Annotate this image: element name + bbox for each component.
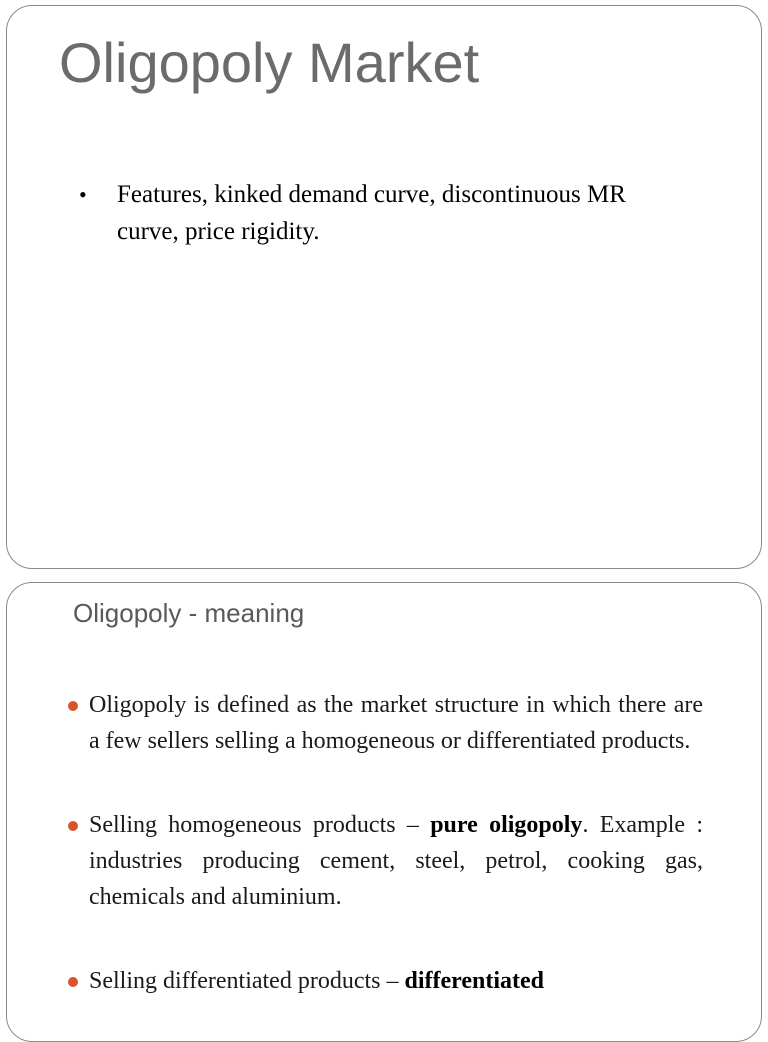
bullet-emphasis: pure oligopoly (430, 812, 583, 838)
bullet-text-lead: Selling differentiated products – (89, 968, 405, 994)
slide-2 (6, 582, 762, 1042)
slide-1-bullet-list (79, 176, 679, 250)
bullet-text: Features, kinked demand curve, discontinuous MR curve, price rigidity. (117, 181, 626, 245)
bullet-dot-icon (68, 821, 78, 831)
slide-1-title: Oligopoly Market (59, 31, 480, 94)
slide-2-bullet-list (67, 687, 703, 1042)
bullet-item (67, 807, 703, 915)
bullet-dot-icon (68, 701, 78, 711)
bullet-text-lead: Selling homogeneous products – (89, 812, 431, 838)
bullet-item (79, 176, 679, 250)
bullet-text: Oligopoly is defined as the market structure in which there are a few sellers selling a homogeneous or differentiated products. (89, 692, 703, 754)
bullet-dot-icon: • (79, 182, 87, 207)
slide-1 (6, 5, 762, 569)
slide-2-title: Oligopoly - meaning (73, 598, 305, 628)
bullet-item (67, 687, 703, 759)
bullet-dot-icon (68, 977, 78, 987)
bullet-text-tail: . Example : industries producing cement, steel, petrol, cooking gas, chemicals and aluminium. (89, 812, 704, 910)
bullet-item (67, 963, 703, 999)
bullet-emphasis: differentiated (404, 968, 545, 994)
